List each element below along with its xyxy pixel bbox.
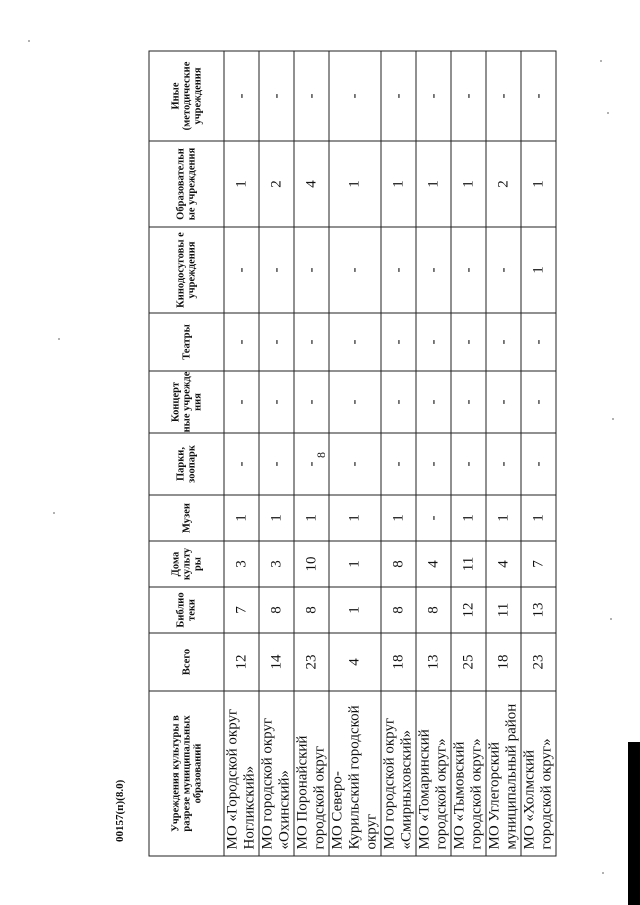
value-cell: 8: [381, 587, 416, 633]
value-cell: 13: [416, 633, 451, 691]
value-cell: -: [486, 51, 521, 141]
value-cell: 1: [329, 587, 381, 633]
value-cell: -: [259, 313, 294, 371]
value-cell: -: [329, 371, 381, 433]
value-cell: -: [486, 227, 521, 313]
value-cell: 4: [329, 633, 381, 691]
header-cell: Концерт ные учрежде ния: [149, 371, 224, 433]
value-cell: 4: [294, 141, 329, 227]
value-cell: 3: [259, 541, 294, 587]
document-code: 00157(п)(8.0): [114, 779, 126, 842]
table-row: [416, 51, 451, 856]
value-cell: -: [451, 51, 486, 141]
value-cell: -: [486, 313, 521, 371]
value-cell: 1: [521, 495, 556, 541]
value-cell: -: [224, 433, 259, 495]
value-cell: -: [329, 313, 381, 371]
culture-institutions-table-wrapper: [149, 52, 557, 857]
value-cell: -: [329, 227, 381, 313]
scan-speck: [53, 512, 55, 514]
municipality-name-cell: МО Поронайский городской округ: [294, 691, 329, 856]
value-cell: -: [521, 433, 556, 495]
value-cell: 11: [486, 587, 521, 633]
municipality-name-cell: МО «Городской округ Ногликский»: [224, 691, 259, 856]
value-cell: 8: [259, 587, 294, 633]
value-cell: -: [486, 371, 521, 433]
value-cell: 23: [294, 633, 329, 691]
page-number: 8: [314, 452, 328, 458]
value-cell: -: [451, 227, 486, 313]
value-cell: 8: [416, 587, 451, 633]
municipality-name-cell: МО городской округ «Смирныховский»: [381, 691, 416, 856]
municipality-name-cell: МО Углегорский муниципальный район: [486, 691, 521, 856]
value-cell: -: [451, 433, 486, 495]
value-cell: 10: [294, 541, 329, 587]
table-header-row: [149, 51, 224, 856]
value-cell: -: [224, 313, 259, 371]
value-cell: 1: [259, 495, 294, 541]
value-cell: 1: [224, 141, 259, 227]
value-cell: -: [416, 227, 451, 313]
table-row: [294, 51, 329, 856]
value-cell: 1: [329, 495, 381, 541]
scan-speck: [607, 112, 609, 114]
value-cell: -: [294, 227, 329, 313]
value-cell: 1: [329, 141, 381, 227]
scan-speck: [58, 338, 60, 340]
value-cell: 12: [451, 587, 486, 633]
scan-speck: [610, 618, 612, 620]
scan-speck: [612, 418, 614, 420]
value-cell: 1: [416, 141, 451, 227]
value-cell: -: [451, 313, 486, 371]
value-cell: -: [259, 433, 294, 495]
scan-speck: [602, 872, 604, 874]
value-cell: 1: [521, 227, 556, 313]
value-cell: 1: [224, 495, 259, 541]
municipality-name-cell: МО «Холмский городской округ»: [521, 691, 556, 856]
header-cell: Образовательн ые учреждения: [149, 141, 224, 227]
header-cell: Театры: [149, 313, 224, 371]
value-cell: 4: [486, 541, 521, 587]
header-cell: Всего: [149, 633, 224, 691]
culture-institutions-table: [149, 51, 557, 857]
value-cell: 18: [381, 633, 416, 691]
scan-speck: [28, 40, 30, 42]
value-cell: 8: [294, 587, 329, 633]
value-cell: 14: [259, 633, 294, 691]
value-cell: -: [329, 51, 381, 141]
value-cell: 1: [521, 141, 556, 227]
value-cell: -: [451, 371, 486, 433]
value-cell: -: [416, 495, 451, 541]
value-cell: -: [224, 227, 259, 313]
table-row: [521, 51, 556, 856]
table-row: [224, 51, 259, 856]
table-row: [259, 51, 294, 856]
header-cell: Музеи: [149, 495, 224, 541]
municipality-name-cell: МО Северо-Курильский городской округ: [329, 691, 381, 856]
value-cell: -: [486, 433, 521, 495]
value-cell: -: [416, 313, 451, 371]
scan-speck: [600, 60, 602, 62]
value-cell: -: [381, 371, 416, 433]
value-cell: -: [416, 433, 451, 495]
value-cell: -: [294, 433, 329, 495]
value-cell: -: [381, 433, 416, 495]
value-cell: 1: [451, 495, 486, 541]
header-cell: Библио теки: [149, 587, 224, 633]
value-cell: -: [521, 371, 556, 433]
value-cell: 23: [521, 633, 556, 691]
value-cell: 1: [294, 495, 329, 541]
value-cell: -: [259, 51, 294, 141]
value-cell: -: [259, 371, 294, 433]
value-cell: -: [381, 51, 416, 141]
value-cell: 7: [521, 541, 556, 587]
value-cell: 2: [486, 141, 521, 227]
value-cell: 18: [486, 633, 521, 691]
value-cell: 8: [381, 541, 416, 587]
value-cell: -: [416, 51, 451, 141]
value-cell: 1: [486, 495, 521, 541]
value-cell: 3: [224, 541, 259, 587]
value-cell: -: [381, 227, 416, 313]
value-cell: -: [224, 371, 259, 433]
value-cell: -: [294, 313, 329, 371]
table-row: [329, 51, 381, 856]
value-cell: 1: [381, 141, 416, 227]
header-cell: Дома культу ры: [149, 541, 224, 587]
value-cell: -: [294, 371, 329, 433]
table-row: [381, 51, 416, 856]
value-cell: -: [416, 371, 451, 433]
scan-edge-bar: [628, 742, 640, 905]
value-cell: -: [329, 433, 381, 495]
municipality-name-cell: МО городской округ «Охинский»: [259, 691, 294, 856]
municipality-name-cell: МО «Томаринский городской округ»: [416, 691, 451, 856]
municipality-name-cell: МО «Тымовский городской округ»: [451, 691, 486, 856]
header-cell: Учреждения культуры в разрезе муниципальных образований: [149, 691, 224, 856]
table-row: [451, 51, 486, 856]
value-cell: 2: [259, 141, 294, 227]
value-cell: 13: [521, 587, 556, 633]
value-cell: 11: [451, 541, 486, 587]
value-cell: 4: [416, 541, 451, 587]
value-cell: 25: [451, 633, 486, 691]
value-cell: -: [224, 51, 259, 141]
header-cell: Парки, зоопарк: [149, 433, 224, 495]
value-cell: 12: [224, 633, 259, 691]
value-cell: -: [521, 313, 556, 371]
header-cell: Кинодосуговы е учреждения: [149, 227, 224, 313]
value-cell: -: [521, 51, 556, 141]
value-cell: 1: [451, 141, 486, 227]
value-cell: -: [381, 313, 416, 371]
value-cell: -: [294, 51, 329, 141]
value-cell: 1: [381, 495, 416, 541]
value-cell: 1: [329, 541, 381, 587]
header-cell: Иные (методические учреждения: [149, 51, 224, 141]
table-row: [486, 51, 521, 856]
value-cell: 7: [224, 587, 259, 633]
value-cell: -: [259, 227, 294, 313]
